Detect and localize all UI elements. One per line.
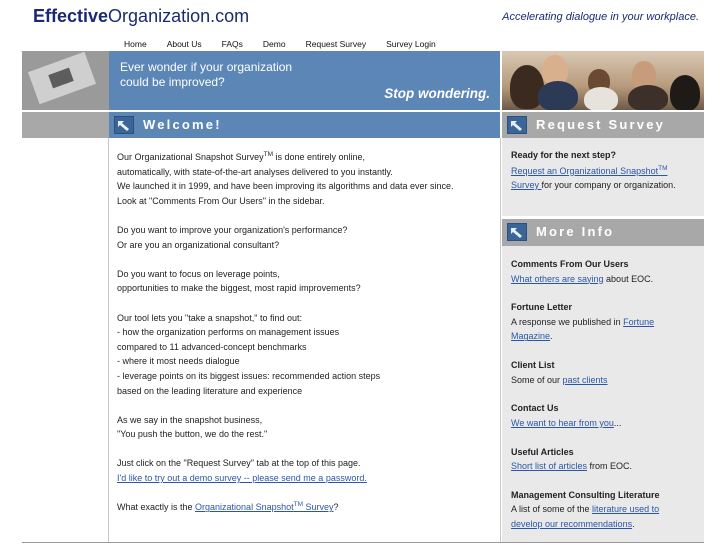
text: Our tool lets you "take a snapshot," to find out: — [117, 312, 302, 323]
text: Do you want to improve your organization's performance? — [117, 224, 348, 235]
banner-question — [120, 60, 340, 90]
text: A list of some of the — [511, 504, 593, 515]
text: is done entirely online, — [272, 152, 366, 162]
more-info-list — [511, 257, 701, 545]
tagline: Accelerating dialogue in your workplace. — [502, 11, 699, 23]
contact-heading: Contact Us — [511, 403, 559, 414]
contact-link[interactable]: We want to hear from you — [511, 417, 614, 428]
welcome-header — [109, 112, 500, 138]
link-text: Fortune — [623, 316, 655, 327]
left-bar — [22, 112, 109, 138]
trademark: TM — [658, 164, 668, 172]
banner-question-line1: Ever wonder if your organization — [120, 60, 293, 74]
text: about EOC. — [603, 273, 654, 284]
text: Look at "Comments From Our Users" in the sidebar. — [117, 195, 325, 206]
link-text: Request an Organizational Snapshot — [511, 165, 659, 176]
text: A response we published in — [511, 316, 624, 327]
link-text: Magazine — [511, 331, 551, 342]
text: . — [632, 518, 635, 529]
more-info-header — [502, 219, 704, 246]
link-text: Survey — [303, 502, 334, 513]
arrow-icon — [114, 116, 134, 134]
site-logo[interactable] — [33, 6, 249, 27]
more-info-item — [511, 257, 701, 286]
trademark: TM — [263, 151, 273, 158]
text: We launched it in 1999, and have been improving its algorithms and data ever since. — [117, 181, 454, 192]
text: from EOC. — [587, 461, 633, 472]
request-survey-header — [502, 112, 704, 138]
tab-request-survey[interactable]: Request Survey — [292, 37, 376, 51]
demo-survey-link[interactable]: I'd like to try out a demo survey -- please send me a password. — [117, 473, 367, 484]
text: - leverage points on its biggest issues: recommended action steps — [117, 370, 381, 381]
articles-heading: Useful Articles — [511, 446, 574, 457]
comments-heading: Comments From Our Users — [511, 259, 629, 269]
text: "You push the button, we do the rest." — [117, 429, 268, 440]
text: Just click on the "Request Survey" tab at the top of this page. — [117, 458, 361, 469]
link-text: Organizational Snapshot — [195, 502, 294, 513]
welcome-title: Welcome! — [143, 117, 222, 132]
text: - where it most needs dialogue — [117, 356, 240, 367]
more-info-title: More Info — [536, 224, 615, 239]
banner-photo-desk — [22, 51, 109, 110]
logo-bold: Effective — [33, 6, 109, 26]
snapshot-survey-link[interactable] — [195, 502, 333, 512]
link-text: develop our recommendations — [511, 518, 633, 529]
tab-demo[interactable]: Demo — [249, 37, 296, 51]
text: Our Organizational Snapshot Survey — [117, 152, 264, 162]
banner-stop-wondering: Stop wondering. — [384, 86, 490, 101]
link-text: literature used to — [592, 504, 660, 515]
more-info-item — [511, 445, 701, 474]
more-info-item — [511, 488, 701, 532]
request-survey-box — [511, 148, 701, 193]
text: What exactly is the — [117, 502, 196, 513]
more-info-item — [511, 300, 701, 344]
banner-question-line2: could be improved? — [120, 75, 225, 89]
text: Or are you an organizational consultant? — [117, 239, 280, 250]
text: automatically, with state-of-the-art analyses delivered to you instantly. — [117, 166, 393, 177]
text: Some of our — [511, 374, 563, 385]
tab-survey-login[interactable]: Survey Login — [372, 37, 446, 51]
tab-home[interactable]: Home — [110, 37, 157, 51]
link-text: Survey — [511, 180, 542, 190]
request-heading: Ready for the next step? — [511, 150, 617, 160]
tab-faqs[interactable]: FAQs — [208, 37, 253, 51]
welcome-content — [117, 150, 497, 529]
left-column — [22, 138, 109, 542]
comments-link[interactable]: What others are saying — [511, 273, 604, 284]
client-heading: Client List — [511, 360, 555, 371]
text: opportunities to make the biggest, most rapid improvements? — [117, 283, 361, 294]
banner-photo-people — [502, 51, 704, 110]
banner — [109, 51, 500, 110]
trademark: TM — [293, 501, 303, 509]
main-nav — [110, 37, 442, 51]
text: based on the leading literature and experience — [117, 385, 303, 396]
tab-about-us[interactable]: About Us — [153, 37, 212, 51]
logo-rest: Organization.com — [108, 6, 250, 26]
past-clients-link[interactable]: past clients — [562, 374, 608, 385]
text: . — [550, 331, 553, 342]
text: compared to 11 advanced-concept benchmarks — [117, 341, 307, 352]
text: for your company or organization. — [541, 180, 676, 190]
fortune-heading: Fortune Letter — [511, 302, 573, 313]
text: ... — [613, 417, 622, 428]
more-info-item — [511, 358, 701, 387]
text: ? — [333, 502, 339, 513]
text: Do you want to focus on leverage points, — [117, 268, 280, 279]
text: As we say in the snapshot business, — [117, 414, 263, 425]
literature-heading: Management Consulting Literature — [511, 489, 660, 500]
more-info-item — [511, 401, 701, 430]
request-survey-title: Request Survey — [536, 117, 666, 132]
text: - how the organization performs on management issues — [117, 327, 340, 338]
articles-link[interactable]: Short list of articles — [511, 461, 588, 472]
arrow-icon — [507, 223, 527, 241]
arrow-icon — [507, 116, 527, 134]
